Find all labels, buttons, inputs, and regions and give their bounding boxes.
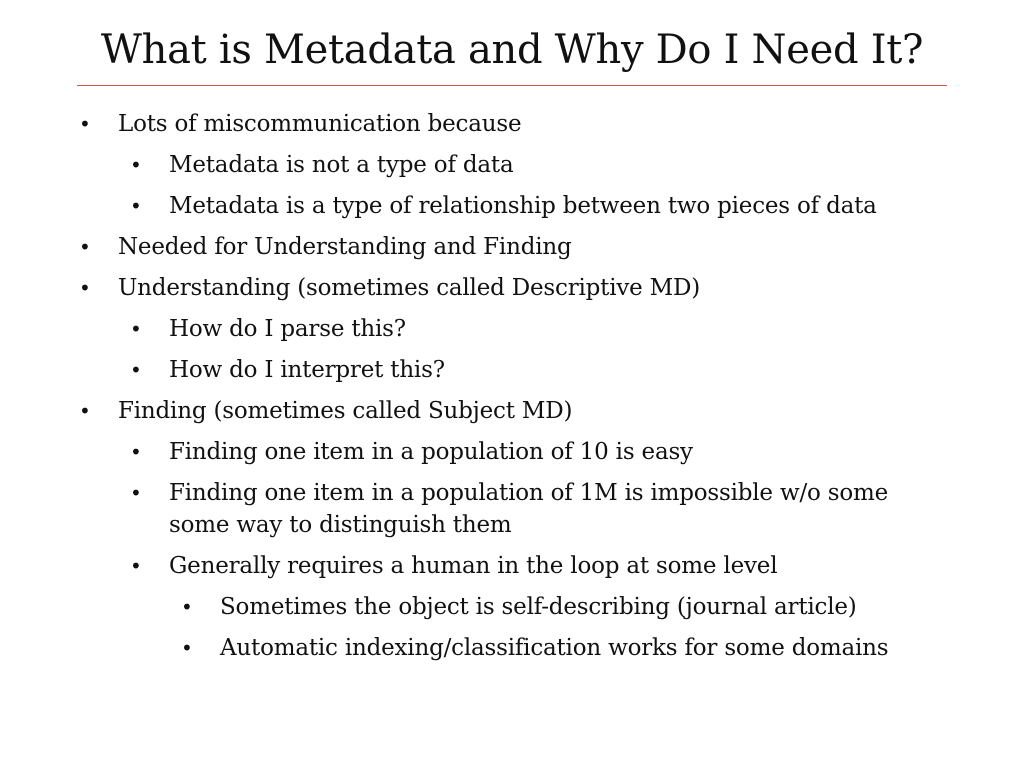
bullet-text: Metadata is a type of relationship between two pieces of data xyxy=(169,193,877,219)
bullet-icon: • xyxy=(130,153,142,177)
bullet-text: How do I interpret this? xyxy=(169,357,445,383)
bullet-text: How do I parse this? xyxy=(169,316,406,342)
bullet-text: Metadata is not a type of data xyxy=(169,152,514,178)
bullet-text: Sometimes the object is self-describing (journal article) xyxy=(220,594,857,620)
bullet-text: Needed for Understanding and Finding xyxy=(118,234,572,260)
bullet-item xyxy=(0,231,1024,263)
bullet-item xyxy=(0,395,1024,427)
bullet-text: Finding (sometimes called Subject MD) xyxy=(118,398,573,424)
bullet-item xyxy=(0,149,1024,181)
bullet-icon: • xyxy=(181,595,193,619)
bullet-icon: • xyxy=(79,276,91,300)
bullet-item xyxy=(0,272,1024,304)
bullet-item xyxy=(0,108,1024,140)
bullet-text: Understanding (sometimes called Descriptive MD) xyxy=(118,275,701,301)
bullet-icon: • xyxy=(130,481,142,505)
bullet-text: Automatic indexing/classification works for some domains xyxy=(220,635,889,661)
bullet-item xyxy=(0,550,1024,582)
bullet-icon: • xyxy=(130,440,142,464)
bullet-icon: • xyxy=(181,636,193,660)
bullet-item xyxy=(0,477,1024,541)
bullet-list xyxy=(0,108,1024,673)
bullet-icon: • xyxy=(79,235,91,259)
bullet-text: Finding one item in a population of 1M is impossible w/o some some way to distinguish them xyxy=(169,480,889,538)
bullet-icon: • xyxy=(79,112,91,136)
slide-title: What is Metadata and Why Do I Need It? xyxy=(100,27,924,73)
bullet-text: Generally requires a human in the loop at some level xyxy=(169,553,778,579)
bullet-item xyxy=(0,632,1024,664)
bullet-icon: • xyxy=(130,194,142,218)
bullet-text: Lots of miscommunication because xyxy=(118,111,522,137)
bullet-text: Finding one item in a population of 10 is easy xyxy=(169,439,693,465)
bullet-item xyxy=(0,354,1024,386)
bullet-item xyxy=(0,190,1024,222)
bullet-item xyxy=(0,436,1024,468)
title-divider xyxy=(77,85,947,86)
bullet-icon: • xyxy=(130,317,142,341)
bullet-icon: • xyxy=(79,399,91,423)
bullet-item xyxy=(0,313,1024,345)
bullet-icon: • xyxy=(130,554,142,578)
bullet-item xyxy=(0,591,1024,623)
bullet-icon: • xyxy=(130,358,142,382)
